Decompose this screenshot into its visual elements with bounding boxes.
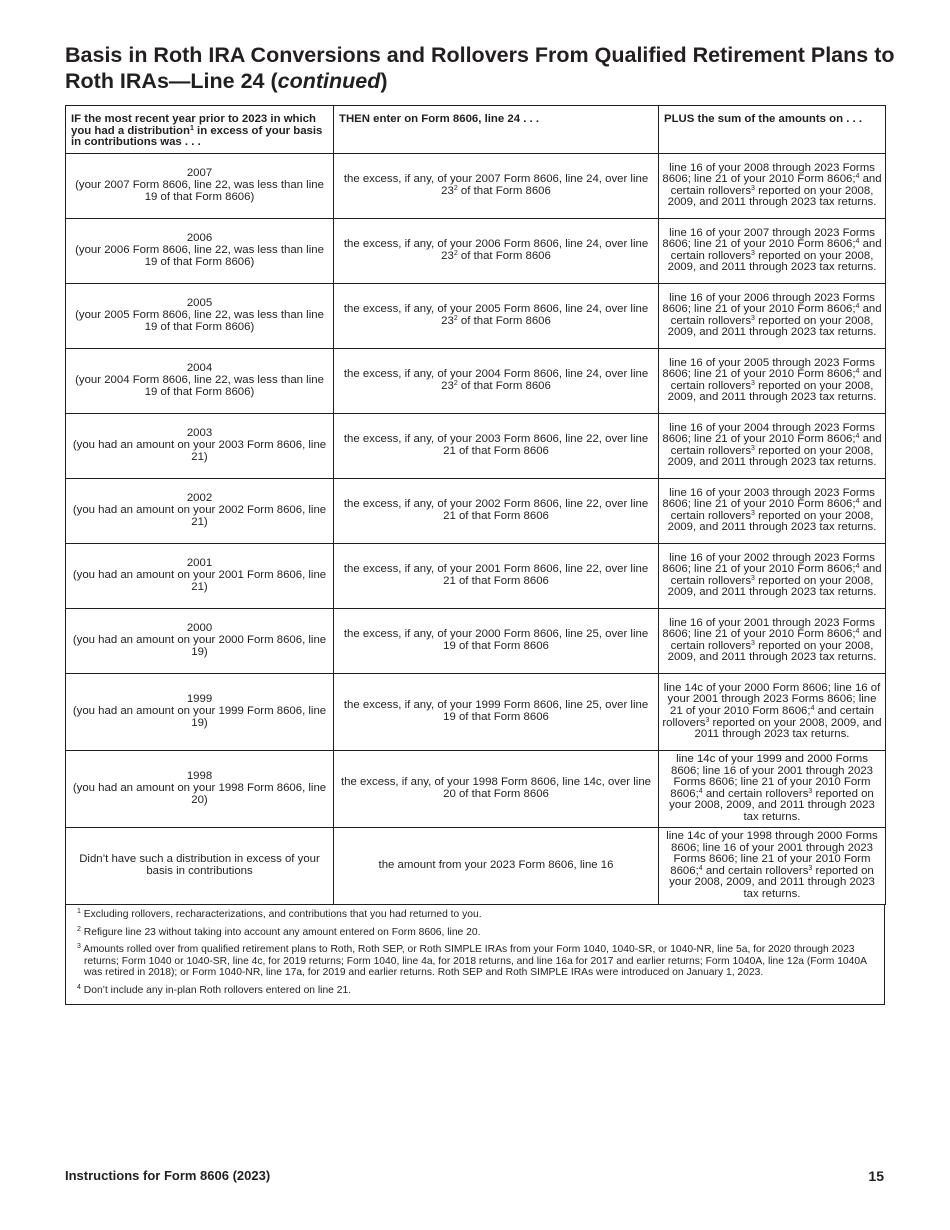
then-text: the excess, if any, of your 2000 Form 8606, line 25, over line 19 of that Form 8606: [343, 628, 649, 652]
footnote-ref-4: 4: [855, 433, 860, 441]
footnote-ref-3: 3: [751, 509, 755, 517]
then-text-end: of that Form 8606: [457, 379, 551, 392]
header-if-text: IF the most recent year prior to 2023 in which you had a distribution: [71, 113, 316, 137]
row-condition: Didn’t have such a distribution in excess of your basis in contributions: [79, 853, 320, 877]
footer-form-title: Instructions for Form 8606 (2023): [65, 1168, 271, 1183]
then-cell: [334, 283, 659, 348]
title-close: ): [380, 69, 388, 93]
table-row: [66, 673, 886, 750]
plus-text: line 16 of your 2003 through 2023 Forms 8606; line 21 of your 2010 Form 8606;: [662, 486, 875, 511]
plus-text-end: reported on your 2008, 2009, and 2011 through 2023 tax returns.: [667, 444, 877, 469]
table-row: [66, 413, 886, 478]
then-text-end: of that Form 8606: [457, 249, 551, 262]
plus-text-mid: and certain rollovers: [670, 303, 882, 327]
footnote-ref-3: 3: [751, 249, 755, 257]
page-title: [65, 42, 905, 94]
table-row: [66, 153, 886, 218]
then-cell: [334, 750, 659, 827]
footnote-ref-4: 4: [855, 173, 860, 181]
row-condition: (your 2007 Form 8606, line 22, was less than line 19 of that Form 8606): [75, 178, 324, 203]
title-text: Basis in Roth IRA Conversions and Rollovers From Qualified Retirement Plans to Roth IRAs—Line 24 (: [65, 43, 895, 93]
footnote-ref-2: 2: [453, 314, 458, 322]
then-text-end: of that Form 8606: [457, 184, 551, 197]
footnote-text: Refigure line 23 without taking into account any amount entered on Form 8606, line 20.: [83, 926, 481, 938]
header-then: THEN enter on Form 8606, line 24 . . .: [334, 106, 659, 154]
row-condition: (your 2004 Form 8606, line 22, was less than line 19 of that Form 8606): [75, 373, 324, 398]
row-condition: (you had an amount on your 2002 Form 8606, line 21): [72, 503, 327, 528]
if-cell: [66, 348, 334, 413]
plus-text: line 16 of your 2004 through 2023 Forms 8606; line 21 of your 2010 Form 8606;: [662, 421, 875, 446]
row-year: 2002: [186, 492, 213, 505]
plus-cell: [659, 153, 886, 218]
footnote-ref-2: 2: [453, 184, 458, 192]
plus-text: line 14c of your 1999 and 2000 Forms 8606; line 16 of your 2001 through 2023 Forms 8606; line 21 of your 2010 Form 8606;: [670, 753, 874, 800]
row-year: 2004: [186, 362, 213, 375]
if-cell: [66, 543, 334, 608]
if-cell: [66, 827, 334, 904]
header-if-text-end: in excess of your basis in contributions was . . .: [71, 124, 323, 149]
footnote-ref-4: 4: [698, 787, 703, 795]
then-text: the excess, if any, of your 1999 Form 8606, line 25, over line 19 of that Form 8606: [343, 699, 649, 723]
footnote-text: Excluding rollovers, recharacterizations, and contributions that you had returned to you.: [83, 909, 482, 920]
row-condition: (you had an amount on your 2001 Form 8606, line 21): [72, 568, 327, 593]
then-text: the excess, if any, of your 2003 Form 8606, line 22, over line 21 of that Form 8606: [343, 433, 649, 457]
plus-cell: [659, 218, 886, 283]
title-italic: continued: [277, 69, 381, 93]
footnote-ref-3: 3: [751, 379, 755, 387]
plus-text: line 16 of your 2007 through 2023 Forms 8606; line 21 of your 2010 Form 8606;: [662, 226, 875, 251]
row-year: 1999: [186, 693, 213, 706]
table-row: [66, 348, 886, 413]
then-text: the excess, if any, of your 2006 Form 8606, line 24, over line 23: [343, 238, 649, 262]
plus-text-mid: and certain rollovers: [670, 368, 882, 392]
if-cell: [66, 750, 334, 827]
footnote-ref-3: 3: [808, 787, 813, 795]
footnote-ref-4: 4: [855, 303, 860, 311]
if-cell: [66, 153, 334, 218]
footnote-text: Amounts rolled over from qualified retirement plans to Roth, Roth SEP, or Roth SIMPLE IRAs from your Form 1040, 1040-SR, or 1040-NR, line 5a, for 2020 through 2023 returns; Form 1040 or 1040-SR, line 4c, for 2019 returns; Form 1040, line 4a, for 2018 returns, and line 16a for 2017 and earlier returns; Form 1040A, line 12a (Form 1040A was retired in 2018); or Form 1040-NR, line 17a, for 2019 and earlier returns. Roth SEP and Roth SIMPLE IRAs were introduced on January 1, 2023.: [83, 944, 867, 978]
footnote-number: 1: [77, 908, 81, 915]
table-row: [66, 478, 886, 543]
header-if: [66, 106, 334, 154]
footnote-ref-2: 2: [453, 379, 458, 387]
page-number: 15: [868, 1168, 884, 1184]
footnote-ref-4: 4: [855, 368, 860, 376]
plus-cell: [659, 750, 886, 827]
row-year: 2006: [186, 232, 213, 245]
footnote-ref-4: 4: [855, 563, 860, 571]
plus-cell: [659, 827, 886, 904]
plus-text-mid: and certain rollovers: [670, 563, 882, 587]
plus-text-mid: and certain rollovers: [662, 704, 874, 729]
row-condition: (you had an amount on your 1999 Form 8606, line 19): [72, 704, 327, 729]
plus-text-mid: and certain rollovers: [670, 498, 882, 522]
then-cell: [334, 827, 659, 904]
row-condition: (your 2005 Form 8606, line 22, was less than line 19 of that Form 8606): [75, 308, 324, 333]
footnote: [72, 927, 874, 939]
footnote-ref-3: 3: [751, 314, 755, 322]
row-year: 2007: [186, 167, 213, 180]
row-condition: (you had an amount on your 1998 Form 8606, line 20): [72, 781, 327, 806]
then-cell: [334, 153, 659, 218]
footnote-ref-4: 4: [855, 498, 860, 506]
plus-text: line 14c of your 2000 Form 8606; line 16 of your 2001 through 2023 Forms 8606; line 21 of your 2010 Form 8606;: [663, 681, 881, 717]
footnote-ref-3: 3: [751, 639, 755, 647]
plus-cell: [659, 348, 886, 413]
plus-text-mid: and certain rollovers: [670, 628, 882, 652]
plus-text: line 16 of your 2008 through 2023 Forms 8606; line 21 of your 2010 Form 8606;: [662, 161, 875, 186]
table-row-no-distribution: [66, 827, 886, 904]
footnote: [72, 909, 874, 921]
row-year: 2003: [186, 427, 213, 440]
footnote-ref-4: 4: [698, 864, 703, 872]
table-row: [66, 283, 886, 348]
plus-text-end: reported on your 2008, 2009, and 2011 through 2023 tax returns.: [669, 787, 875, 823]
plus-cell: [659, 608, 886, 673]
footnote-ref-3: 3: [751, 574, 755, 582]
row-year: 2001: [186, 557, 213, 570]
table-row: [66, 608, 886, 673]
then-cell: [334, 218, 659, 283]
then-cell: [334, 478, 659, 543]
plus-text: line 16 of your 2006 through 2023 Forms 8606; line 21 of your 2010 Form 8606;: [662, 291, 875, 316]
footnote-ref-3: 3: [705, 716, 710, 724]
footnote-ref-2: 2: [453, 249, 458, 257]
footnote-ref-4: 4: [855, 628, 860, 636]
row-condition: (you had an amount on your 2000 Form 8606, line 19): [72, 633, 327, 658]
footnote-ref-4: 4: [810, 704, 815, 712]
if-cell: [66, 608, 334, 673]
plus-text-mid: and certain rollovers: [670, 238, 882, 262]
plus-text-mid: and certain rollovers: [670, 173, 882, 197]
footnote: [72, 985, 874, 997]
plus-text-end: reported on your 2008, 2009, and 2011 through 2023 tax returns.: [667, 249, 877, 274]
footnote-text: Don’t include any in-plan Roth rollovers entered on line 21.: [83, 984, 352, 996]
table-row: [66, 750, 886, 827]
then-cell: [334, 608, 659, 673]
if-cell: [66, 283, 334, 348]
plus-cell: [659, 413, 886, 478]
then-cell: [334, 348, 659, 413]
plus-text-mid: and certain rollovers: [670, 433, 882, 457]
footnote-ref-3: 3: [751, 184, 755, 192]
if-cell: [66, 673, 334, 750]
plus-cell: [659, 543, 886, 608]
plus-text-mid: and certain rollovers: [702, 787, 809, 800]
plus-text-end: reported on your 2008, 2009, and 2011 through 2023 tax returns.: [669, 864, 875, 900]
footnote-ref-3: 3: [751, 444, 755, 452]
footnote: [72, 944, 874, 979]
then-text: the excess, if any, of your 2007 Form 8606, line 24, over line 23: [343, 173, 649, 197]
row-condition: (your 2006 Form 8606, line 22, was less than line 19 of that Form 8606): [75, 243, 324, 268]
plus-text-end: reported on your 2008, 2009, and 2011 through 2023 tax returns.: [667, 379, 877, 404]
footnote-number: 3: [77, 943, 81, 950]
plus-text: line 16 of your 2001 through 2023 Forms 8606; line 21 of your 2010 Form 8606;: [662, 616, 875, 641]
footnotes: [65, 905, 885, 1005]
plus-text: line 14c of your 1998 through 2000 Forms 8606; line 16 of your 2001 through 2023 Forms 8606; line 21 of your 2010 Form 8606;: [666, 830, 878, 877]
footnote-ref-4: 4: [855, 238, 860, 246]
basis-table: [65, 105, 886, 905]
table-row: [66, 218, 886, 283]
if-cell: [66, 218, 334, 283]
then-text-end: of that Form 8606: [457, 314, 551, 327]
plus-text-end: reported on your 2008, 2009, and 2011 through 2023 tax returns.: [694, 716, 882, 741]
row-year: 2005: [186, 297, 213, 310]
then-cell: [334, 673, 659, 750]
then-cell: [334, 543, 659, 608]
table-row: [66, 543, 886, 608]
then-text: the excess, if any, of your 2005 Form 8606, line 24, over line 23: [343, 303, 649, 327]
if-cell: [66, 478, 334, 543]
footnote-number: 2: [77, 925, 81, 933]
plus-text-end: reported on your 2008, 2009, and 2011 through 2023 tax returns.: [667, 314, 877, 339]
if-cell: [66, 413, 334, 478]
plus-text-end: reported on your 2008, 2009, and 2011 through 2023 tax returns.: [667, 574, 877, 599]
row-year: 2000: [186, 622, 213, 635]
plus-text-mid: and certain rollovers: [702, 864, 809, 877]
row-year: 1998: [186, 770, 213, 783]
row-condition: (you had an amount on your 2003 Form 8606, line 21): [72, 438, 327, 463]
plus-cell: [659, 673, 886, 750]
footnote-ref-1: 1: [189, 124, 194, 132]
then-text: the amount from your 2023 Form 8606, line 16: [378, 858, 614, 871]
plus-text-end: reported on your 2008, 2009, and 2011 through 2023 tax returns.: [667, 184, 877, 209]
plus-text: line 16 of your 2002 through 2023 Forms 8606; line 21 of your 2010 Form 8606;: [662, 551, 875, 576]
then-text: the excess, if any, of your 2002 Form 8606, line 22, over line 21 of that Form 8606: [343, 498, 649, 522]
plus-text: line 16 of your 2005 through 2023 Forms 8606; line 21 of your 2010 Form 8606;: [662, 356, 875, 381]
then-text: the excess, if any, of your 1998 Form 8606, line 14c, over line 20 of that Form 8606: [340, 776, 652, 800]
footnote-ref-3: 3: [808, 864, 813, 872]
footnote-number: 4: [77, 983, 81, 991]
then-text: the excess, if any, of your 2001 Form 8606, line 22, over line 21 of that Form 8606: [343, 563, 649, 587]
plus-cell: [659, 283, 886, 348]
table-header-row: [66, 106, 886, 154]
plus-text-end: reported on your 2008, 2009, and 2011 through 2023 tax returns.: [667, 509, 877, 534]
then-text: the excess, if any, of your 2004 Form 8606, line 24, over line 23: [343, 368, 649, 392]
plus-text-end: reported on your 2008, 2009, and 2011 through 2023 tax returns.: [667, 639, 877, 664]
then-cell: [334, 413, 659, 478]
plus-cell: [659, 478, 886, 543]
header-plus: PLUS the sum of the amounts on . . .: [659, 106, 886, 154]
